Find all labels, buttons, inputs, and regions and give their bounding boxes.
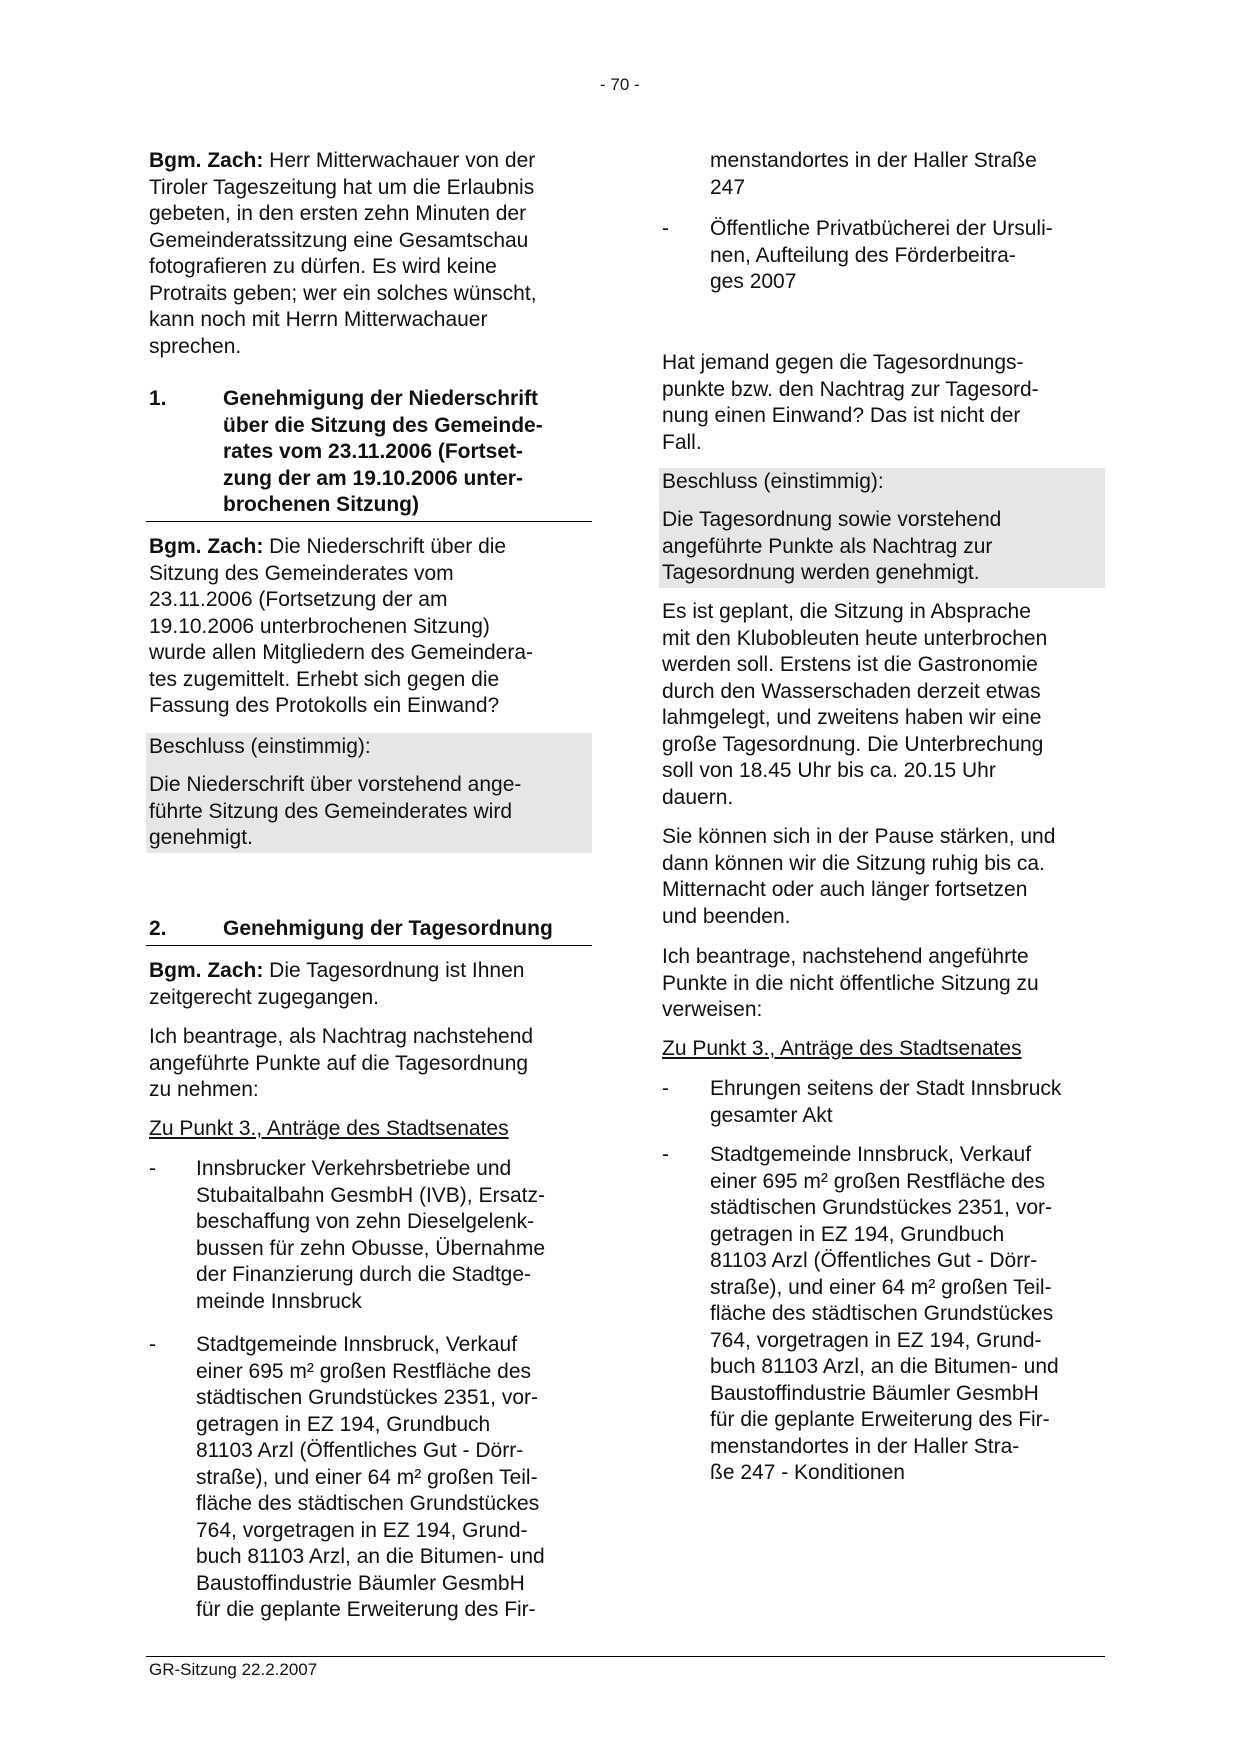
heading-1-rule bbox=[146, 521, 592, 522]
speaker: Bgm. Zach: bbox=[149, 535, 264, 558]
page-number: - 70 - bbox=[600, 75, 640, 94]
intro-paragraph bbox=[149, 148, 594, 360]
paragraph-antrag: Ich beantrage, als Nachtrag nachstehend angeführte Punkte auf die Tagesordnung zu nehmen: bbox=[149, 1025, 534, 1101]
paragraph-verweisen: Ich beantrage, nachstehend angeführte Punkte in die nicht öffentliche Sitzung zu verweisen: bbox=[662, 945, 1039, 1021]
list-item: Innsbrucker Verkehrsbetriebe und Stubaitalbahn GesmbH (IVB), Ersatz- beschaffung von zehn Dieselgelenk- bussen für zehn Obusse, Übernahme der Finanzierung durch die Stadtge- meinde Innsbruck bbox=[196, 1157, 546, 1313]
paragraph-tagesordnung bbox=[149, 958, 594, 1011]
bullet-dash: - bbox=[149, 1333, 156, 1356]
resolution-label: Beschluss (einstimmig): bbox=[662, 470, 884, 493]
resolution-text: Die Tagesordnung sowie vorstehend angeführte Punkte als Nachtrag zur Tagesordnung werden genehmigt. bbox=[662, 508, 1002, 584]
paragraph-einwand: Hat jemand gegen die Tagesordnungs- punkte bzw. den Nachtrag zur Tagesord- nung einen Einwand? Das ist nicht der Fall. bbox=[662, 351, 1039, 454]
bullet-dash: - bbox=[149, 1157, 156, 1180]
footer-text: GR-Sitzung 22.2.2007 bbox=[149, 1660, 318, 1679]
paragraph-text: Die Tagesordnung ist Ihnen zeitgerecht zugegangen. bbox=[149, 959, 525, 1009]
subheading-punkt-3: Zu Punkt 3., Anträge des Stadtsenates bbox=[662, 1037, 1022, 1060]
list-item: Stadtgemeinde Innsbruck, Verkauf einer 695 m² großen Restfläche des städtischen Grundstückes 2351, vor- getragen in EZ 194, Grundbuch 81103 Arzl (Öffentliches Gut - Dörr- straße), und einer 64 m² großen Teil- fläche des städtischen Grundstückes 764, vorgetragen in EZ 194, Grund- buch 81103 Arzl, an die Bitumen- und Baustoffindustrie Bäumler GesmbH für die geplante Erweiterung des Fir- menstandortes in der Haller Stra- ße 247 - Konditionen bbox=[710, 1143, 1059, 1484]
paragraph-unterbrechung: Es ist geplant, die Sitzung in Absprache mit den Klubobleuten heute unterbrochen werden soll. Erstens ist die Gastronomie durch den Wasserschaden derzeit etwas lahmgelegt, und zweitens haben wir eine große Tagesordnung. Die Unterbrechung soll von 18.45 Uhr bis ca. 20.15 Uhr dauern. bbox=[662, 600, 1048, 809]
bullet-dash: - bbox=[662, 217, 669, 240]
footer-rule bbox=[146, 1656, 1105, 1657]
list-item: Ehrungen seitens der Stadt Innsbruck gesamter Akt bbox=[710, 1077, 1062, 1127]
paragraph-pause: Sie können sich in der Pause stärken, und dann können wir die Sitzung ruhig bis ca. Mitternacht oder auch länger fortsetzen und beenden. bbox=[662, 825, 1056, 928]
paragraph-text: Herr Mitterwachauer von der Tiroler Tageszeitung hat um die Erlaubnis gebeten, in den ersten zehn Minuten der Gemeinderatssitzung eine Gesamtschau fotografieren zu dürfen. Es wird keine Protraits geben; wer ein solches wünscht, kann noch mit Herrn Mitterwachauer sprechen. bbox=[149, 149, 537, 358]
subheading-punkt-3: Zu Punkt 3., Anträge des Stadtsenates bbox=[149, 1117, 509, 1140]
paragraph-text: Die Niederschrift über die Sitzung des Gemeinderates vom 23.11.2006 (Fortsetzung der am 19.10.2006 unterbrochenen Sitzung) wurde allen Mitgliedern des Gemeindera- tes zugemittelt. Erhebt sich gegen die Fassung des Protokolls ein Einwand? bbox=[149, 535, 534, 717]
heading-2-number: 2. bbox=[149, 917, 167, 940]
list-item: Stadtgemeinde Innsbruck, Verkauf einer 695 m² großen Restfläche des städtischen Grundstückes 2351, vor- getragen in EZ 194, Grundbuch 81103 Arzl (Öffentliches Gut - Dörr- straße), und einer 64 m² großen Teil- fläche des städtischen Grundstückes 764, vorgetragen in EZ 194, Grund- buch 81103 Arzl, an die Bitumen- und Baustoffindustrie Bäumler GesmbH für die geplante Erweiterung des Fir- bbox=[196, 1333, 545, 1621]
speaker: Bgm. Zach: bbox=[149, 959, 264, 982]
resolution-label: Beschluss (einstimmig): bbox=[149, 735, 371, 758]
heading-1-number: 1. bbox=[149, 387, 167, 410]
list-item: Öffentliche Privatbücherei der Ursuli- nen, Aufteilung des Förderbeitra- ges 2007 bbox=[710, 217, 1053, 293]
speaker: Bgm. Zach: bbox=[149, 149, 264, 172]
bullet-dash: - bbox=[662, 1143, 669, 1166]
heading-2-title: Genehmigung der Tagesordnung bbox=[223, 917, 553, 940]
heading-1-title: Genehmigung der Niederschrift über die Sitzung des Gemeinde- rates vom 23.11.2006 (Fortset- zung der am 19.10.2006 unter- brochenen Sitzung) bbox=[223, 387, 543, 516]
heading-2-rule bbox=[146, 945, 592, 946]
resolution-text: Die Niederschrift über vorstehend ange- führte Sitzung des Gemeinderates wird genehmigt. bbox=[149, 773, 522, 849]
paragraph-niederschrift bbox=[149, 534, 594, 720]
list-item-continuation: menstandortes in der Haller Straße 247 bbox=[710, 149, 1037, 199]
bullet-dash: - bbox=[662, 1077, 669, 1100]
